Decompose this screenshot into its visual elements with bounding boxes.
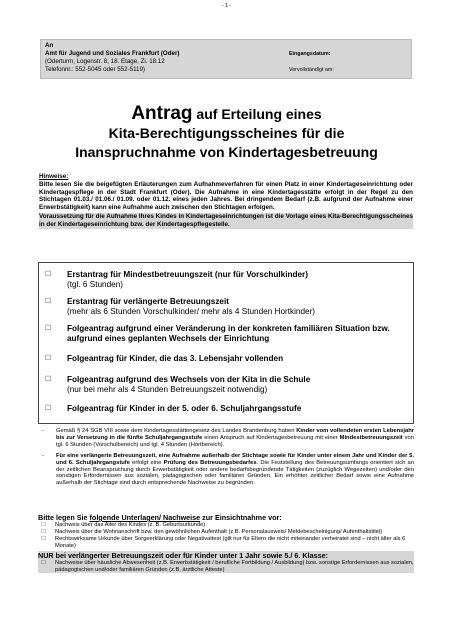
checkbox-icon[interactable]: ☐: [45, 355, 52, 362]
address-line-2: Amt für Jugend und Soziales Frankfurt (Oder): [45, 50, 180, 57]
received-date-label: Eingangsdatum:: [289, 51, 331, 57]
checkbox-icon[interactable]: ☐: [41, 559, 46, 566]
hint-text: Bitte lesen Sie die beigefügten Erläuterungen zum Aufnahmeverfahren für einen Platz in einer Kindertageseinrichtung oder Kindertagespflege in der Stadt Frankfurt (Oder). Die Aufnahme in eine Kindertagesstätte erfolgt in der Regel zu den Stichtagen 01.03./ 01.06./ 01.09. oder 01.12. eines jeden Jahres. Bei dringendem Bedarf (z.B. aufgrund der Aufnahme einer Erwerbstätigkeit) kann eine Aufnahme auch zwischen den Stichtagen erfolgen.: [39, 180, 413, 212]
option-followup-age-3[interactable]: [45, 354, 407, 364]
application-type-box: [38, 262, 414, 424]
extended-care-heading: NUR bei verlängerter Betreuungszeit oder für Kinder unter 1 Jahr sowie 5./ 6. Klasse:: [38, 551, 414, 560]
document-item-extended[interactable]: ☐ Nachweise über häusliche Abwesenheit (z.B. Erwerbstätigkeit / berufliche Fortbildung / Ausbildung) bzw. sonstige Erfordernissen aus sozialen, pädagogischen und/oder familiären Gründen (z.B. ärztliche Atteste): [38, 560, 414, 574]
checkbox-icon[interactable]: ☐: [41, 535, 46, 542]
option-label: Folgeantrag aufgrund einer Veränderung in der konkreten familiären Situation bzw. aufgrund eines geplanten Wechsels der Einrichtung: [67, 324, 390, 343]
legal-note: - Gemäß § 24 SGB VIII sowie dem Kindertagesstättengesetz des Landes Brandenburg haben Kinder vom vollendeten ersten Lebensjahr bis zur Versetzung in die fünfte Schuljahrgangsstufe einen Anspruch auf Kindertagesbetreuung mit einer Mindestbetreuungszeit von tgl. 6 Stunden (Vorschulbereich) und tgl. 4 Stunden (Hortbereich).: [42, 428, 414, 448]
document-title: [0, 104, 453, 162]
checkbox-icon[interactable]: ☐: [41, 522, 46, 528]
option-label: Folgeantrag für Kinder in der 5. oder 6. Schuljahrgangsstufe: [67, 404, 302, 413]
legal-notes: [38, 428, 414, 487]
legal-note: - Für eine verlängerte Betreuungszeit, eine Aufnahme außerhalb der Stichtage sowie für Kinder unter einem Jahr und Kinder der 5. und 6. Schuljahrgangstufe erfolgt eine Prüfung des Betreuungsbedarfes. Die Feststellung des Betreuungsumfangs orientiert sich an der zeitlichen Beanspruchung durch Erwerbstätigkeit oder andere bedarfsbegründende Tätigkeiten (zuzüglich Wegezeiten) und/oder den sonstigen Erfordernissen aus sozialen, pädagogischen oder familiären Gründen. Ein erhöhter zeitlicher Bedarf sowie eine Aufnahme außerhalb der Stichtage sind durch entsprechende Nachweise zu begründen.: [42, 452, 414, 487]
option-followup-change[interactable]: [45, 324, 407, 344]
page-number: - 1 -: [222, 3, 231, 9]
hint-highlight: Voraussetzung für die Aufnahme Ihres Kindes in Kindertageseinrichtungen ist die Vorlage eines Kita-Berechtigungsscheines in der Kindertageseinrichtung bzw. der Kindertagespflegestelle.: [39, 212, 413, 228]
checkbox-icon[interactable]: ☐: [45, 376, 52, 383]
option-label: Erstantrag für Mindestbetreuungszeit (nur für Vorschulkinder): [67, 270, 308, 279]
checkbox-icon[interactable]: ☐: [45, 405, 52, 412]
address-line-3: (Oderturm, Logenstr. 8, 18. Etage, Zi. 18.12: [45, 58, 165, 65]
option-label: Folgeantrag für Kinder, die das 3. Lebensjahr vollenden: [67, 354, 284, 363]
option-label: Erstantrag für verlängerte Betreuungszeit: [67, 297, 229, 306]
title-line-1: auf Erteilung eines: [192, 106, 322, 122]
documents-heading: Bitte legen Sie folgende Unterlagen/ Nachweise zur Einsichtnahme vor:: [38, 513, 282, 522]
option-label: Folgeantrag aufgrund des Wechsels von der Kita in die Schule: [67, 375, 311, 384]
option-followup-grade-5-6[interactable]: [45, 404, 407, 414]
checkbox-icon[interactable]: ☐: [45, 298, 52, 305]
option-initial-minimum[interactable]: [45, 270, 407, 290]
title-line-2: Kita-Berechtigungsscheines für die: [108, 125, 345, 141]
required-documents: [38, 513, 414, 573]
checkbox-icon[interactable]: ☐: [41, 528, 46, 535]
checkbox-icon[interactable]: ☐: [45, 325, 52, 332]
option-initial-extended[interactable]: [45, 297, 407, 317]
address-line-4: Telefonnr.: 552-5045 oder 552-5119): [45, 66, 145, 73]
option-followup-school[interactable]: [45, 375, 407, 395]
document-item[interactable]: ☐ Rechtswirksame Urkunde über Sorgeerklärung oder Negativattest (gilt nur für Eltern die nicht miteinander verheiratet sind – nicht älter als 6 Monate): [41, 535, 406, 549]
document-item[interactable]: ☐ Nachweis über die Wohnanschrift bzw. den gewöhnlichen Aufenthalt (z.B. Personalausweis/ Meldebescheinigung/ Aufenthaltstitel): [41, 528, 383, 535]
title-word: Antrag: [131, 103, 193, 124]
address-line-1: An: [45, 42, 54, 49]
option-sub-label: (tgl. 6 Stunden): [67, 280, 123, 289]
option-sub-label: (mehr als 6 Stunden Vorschulkinder/ mehr als 4 Stunden Hortkinder): [67, 307, 316, 316]
checkbox-icon[interactable]: ☐: [45, 271, 52, 278]
document-item[interactable]: ☐ Nachweis über das Alter des Kindes (z. B. Geburtsurkunde): [41, 522, 206, 528]
address-block: [40, 39, 412, 79]
title-line-3: Inanspruchnahme von Kindertagesbetreuung: [75, 144, 378, 160]
option-sub-label: (nur bei mehr als 4 Stunden Betreuungszeit notwendig): [67, 385, 268, 394]
hint-heading: Hinweise:: [39, 173, 69, 180]
hint-section: [39, 173, 413, 229]
completed-date-label: Vervollständigt am:: [289, 67, 334, 73]
